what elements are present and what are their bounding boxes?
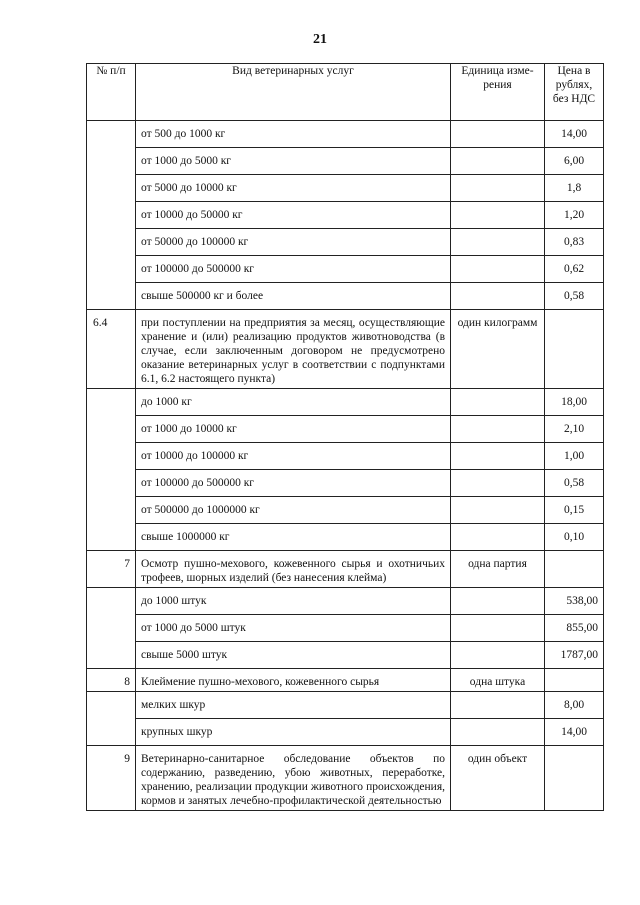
row-description: от 1000 до 10000 кг xyxy=(136,416,451,443)
row-price xyxy=(545,551,604,588)
row-unit xyxy=(451,470,545,497)
row-price: 6,00 xyxy=(545,148,604,175)
row-description: Ветеринарно-санитарное обследование объектов по содержанию, разведению, убою животных, переработке, хранению, реализации продукции животного происхождения, кормов и занятых лечебно-профилактической деятельностью xyxy=(136,746,451,811)
row-price: 538,00 xyxy=(545,588,604,615)
table-row xyxy=(87,551,604,588)
header-service-type: Вид ветеринарных услуг xyxy=(136,64,451,121)
row-price: 8,00 xyxy=(545,692,604,719)
row-unit xyxy=(451,588,545,615)
page-number: 21 xyxy=(313,32,327,47)
table-row xyxy=(87,443,604,470)
table-row xyxy=(87,642,604,669)
row-unit xyxy=(451,524,545,551)
row-number xyxy=(87,588,136,669)
row-unit xyxy=(451,416,545,443)
table-row xyxy=(87,746,604,811)
row-number: 8 xyxy=(87,669,136,692)
row-unit xyxy=(451,497,545,524)
row-price xyxy=(545,746,604,811)
table-row xyxy=(87,524,604,551)
row-price: 1,8 xyxy=(545,175,604,202)
row-description: от 100000 до 500000 кг xyxy=(136,256,451,283)
row-unit xyxy=(451,229,545,256)
row-unit: одна штука xyxy=(451,669,545,692)
table-row xyxy=(87,283,604,310)
row-description: от 1000 до 5000 кг xyxy=(136,148,451,175)
row-price: 855,00 xyxy=(545,615,604,642)
table-row xyxy=(87,615,604,642)
row-unit xyxy=(451,175,545,202)
row-number xyxy=(87,121,136,310)
row-description: мелких шкур xyxy=(136,692,451,719)
header-price: Цена в рублях, без НДС xyxy=(545,64,604,121)
row-unit xyxy=(451,202,545,229)
row-description: свыше 500000 кг и более xyxy=(136,283,451,310)
table-row xyxy=(87,470,604,497)
row-unit xyxy=(451,389,545,416)
row-unit xyxy=(451,719,545,746)
row-unit xyxy=(451,642,545,669)
table-row xyxy=(87,229,604,256)
table-row xyxy=(87,310,604,389)
table-row xyxy=(87,669,604,692)
row-price: 0,58 xyxy=(545,283,604,310)
row-description: от 10000 до 100000 кг xyxy=(136,443,451,470)
row-unit xyxy=(451,615,545,642)
row-description: крупных шкур xyxy=(136,719,451,746)
row-price: 0,15 xyxy=(545,497,604,524)
row-unit xyxy=(451,692,545,719)
row-description: от 500000 до 1000000 кг xyxy=(136,497,451,524)
header-unit: Единица изме-рения xyxy=(451,64,545,121)
row-number: 6.4 xyxy=(87,310,136,389)
header-number: № п/п xyxy=(87,64,136,121)
row-description: свыше 1000000 кг xyxy=(136,524,451,551)
row-description: Клеймение пушно-мехового, кожевенного сырья xyxy=(136,669,451,692)
table-row xyxy=(87,389,604,416)
row-unit xyxy=(451,148,545,175)
row-price xyxy=(545,310,604,389)
row-unit: одна партия xyxy=(451,551,545,588)
row-price: 0,58 xyxy=(545,470,604,497)
row-price: 1,20 xyxy=(545,202,604,229)
row-unit: один объект xyxy=(451,746,545,811)
table-row xyxy=(87,692,604,719)
row-description: от 50000 до 100000 кг xyxy=(136,229,451,256)
row-unit xyxy=(451,443,545,470)
row-price: 0,62 xyxy=(545,256,604,283)
table-row xyxy=(87,588,604,615)
row-description: до 1000 кг xyxy=(136,389,451,416)
table-row xyxy=(87,175,604,202)
table-row xyxy=(87,121,604,148)
row-price: 2,10 xyxy=(545,416,604,443)
row-price: 18,00 xyxy=(545,389,604,416)
row-number: 9 xyxy=(87,746,136,811)
table-header-row xyxy=(87,64,604,121)
table-row xyxy=(87,148,604,175)
row-number: 7 xyxy=(87,551,136,588)
row-price: 14,00 xyxy=(545,121,604,148)
row-description: Осмотр пушно-мехового, кожевенного сырья и охотничьих трофеев, шорных изделий (без нанесения клейма) xyxy=(136,551,451,588)
row-description: от 100000 до 500000 кг xyxy=(136,470,451,497)
row-unit xyxy=(451,121,545,148)
table-row xyxy=(87,202,604,229)
row-price: 1,00 xyxy=(545,443,604,470)
row-unit: один килограмм xyxy=(451,310,545,389)
row-description: до 1000 штук xyxy=(136,588,451,615)
row-price: 0,83 xyxy=(545,229,604,256)
table-row xyxy=(87,256,604,283)
row-description: от 1000 до 5000 штук xyxy=(136,615,451,642)
tariff-table xyxy=(86,63,604,811)
row-price: 1787,00 xyxy=(545,642,604,669)
row-description: свыше 5000 штук xyxy=(136,642,451,669)
row-number xyxy=(87,692,136,746)
row-price: 14,00 xyxy=(545,719,604,746)
row-description: от 500 до 1000 кг xyxy=(136,121,451,148)
row-description: от 10000 до 50000 кг xyxy=(136,202,451,229)
row-price xyxy=(545,669,604,692)
row-description: при поступлении на предприятия за месяц, осуществляющие хранение и (или) реализацию продуктов животноводства (в случае, если заключенным договором не предусмотрено оказание ветеринарных услуг в соответствии с подпунктами 6.1, 6.2 настоящего пункта) xyxy=(136,310,451,389)
row-unit xyxy=(451,283,545,310)
table-row xyxy=(87,416,604,443)
row-unit xyxy=(451,256,545,283)
table-row xyxy=(87,719,604,746)
table-row xyxy=(87,497,604,524)
row-number xyxy=(87,389,136,551)
row-price: 0,10 xyxy=(545,524,604,551)
row-description: от 5000 до 10000 кг xyxy=(136,175,451,202)
